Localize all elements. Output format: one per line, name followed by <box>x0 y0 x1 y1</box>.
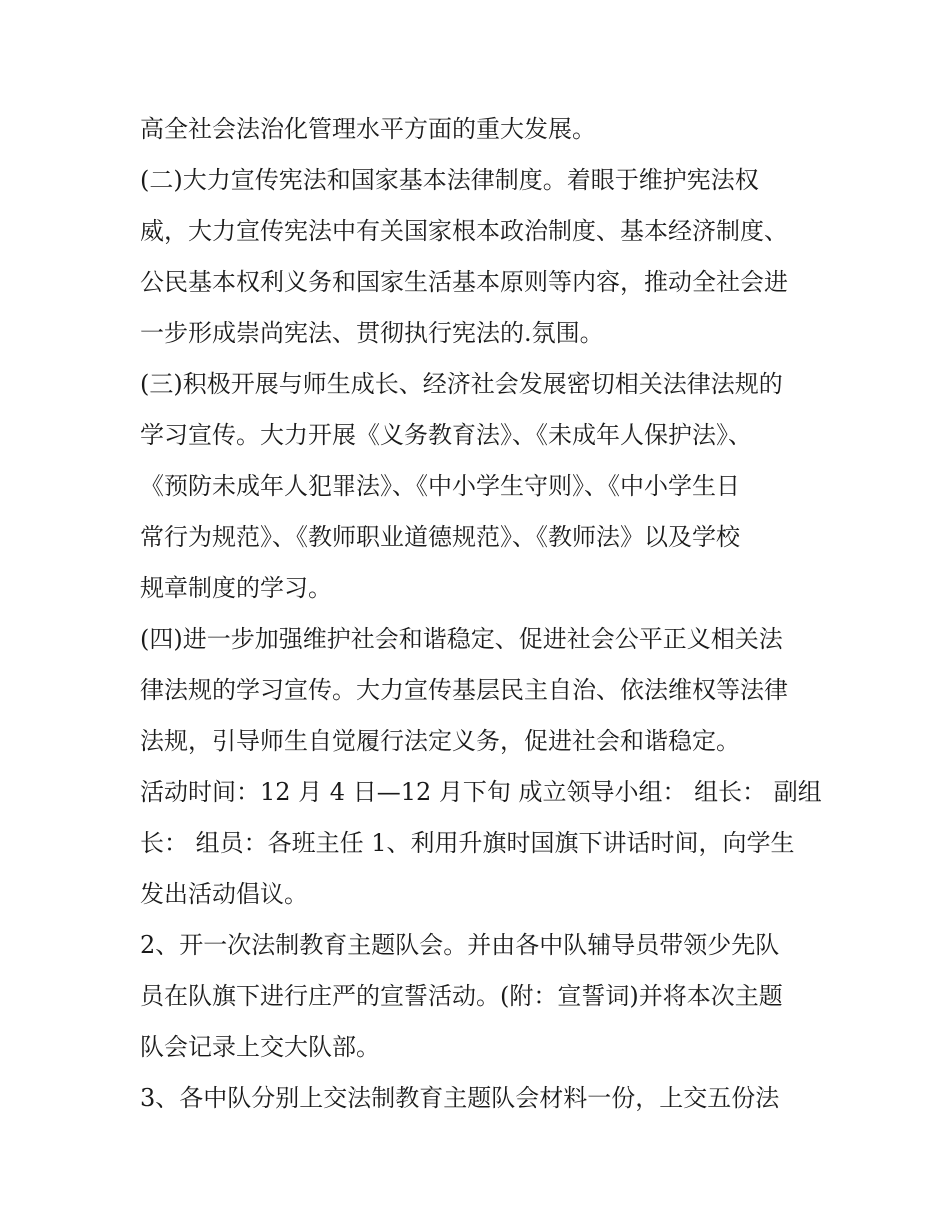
text-line: 2、开一次法制教育主题队会。并由各中队辅导员带领少先队 <box>140 931 780 959</box>
text-line: 一步形成崇尚宪法、贯彻执行宪法的.氛围。 <box>140 319 604 347</box>
text-line: 法规，引导师生自觉履行法定义务，促进社会和谐稳定。 <box>140 727 740 755</box>
text-line: (二)大力宣传宪法和国家基本法律制度。着眼于维护宪法权 <box>140 166 759 194</box>
text-line: 发出活动倡议。 <box>140 880 308 908</box>
text-line: 律法规的学习宣传。大力宣传基层民主自治、依法维权等法律 <box>140 676 788 704</box>
text-line: 活动时间：12 月 4 日—12 月下旬 成立领导小组： 组长： 副组 <box>140 778 822 806</box>
text-line: (四)进一步加强维护社会和谐稳定、促进社会公平正义相关法 <box>140 625 783 653</box>
text-line: 规章制度的学习。 <box>140 574 332 602</box>
text-line: 公民基本权利义务和国家生活基本原则等内容，推动全社会进 <box>140 268 788 296</box>
text-line: 威，大力宣传宪法中有关国家根本政治制度、基本经济制度、 <box>140 217 788 245</box>
text-line: 常行为规范》、《教师职业道德规范》、《教师法》以及学校 <box>140 523 740 551</box>
text-line: 高全社会法治化管理水平方面的重大发展。 <box>140 115 596 143</box>
text-line: 队会记录上交大队部。 <box>140 1033 380 1061</box>
text-line: 学习宣传。大力开展《义务教育法》、《未成年人保护法》、 <box>140 421 752 449</box>
text-line: (三)积极开展与师生成长、经济社会发展密切相关法律法规的 <box>140 370 783 398</box>
text-line: 《预防未成年人犯罪法》、《中小学生守则》、《中小学生日 <box>140 472 740 500</box>
text-line: 3、各中队分别上交法制教育主题队会材料一份，上交五份法 <box>140 1084 780 1112</box>
text-line: 员在队旗下进行庄严的宣誓活动。(附：宣誓词)并将本次主题 <box>140 982 783 1010</box>
text-line: 长： 组员：各班主任 1、利用升旗时国旗下讲话时间，向学生 <box>140 829 795 857</box>
